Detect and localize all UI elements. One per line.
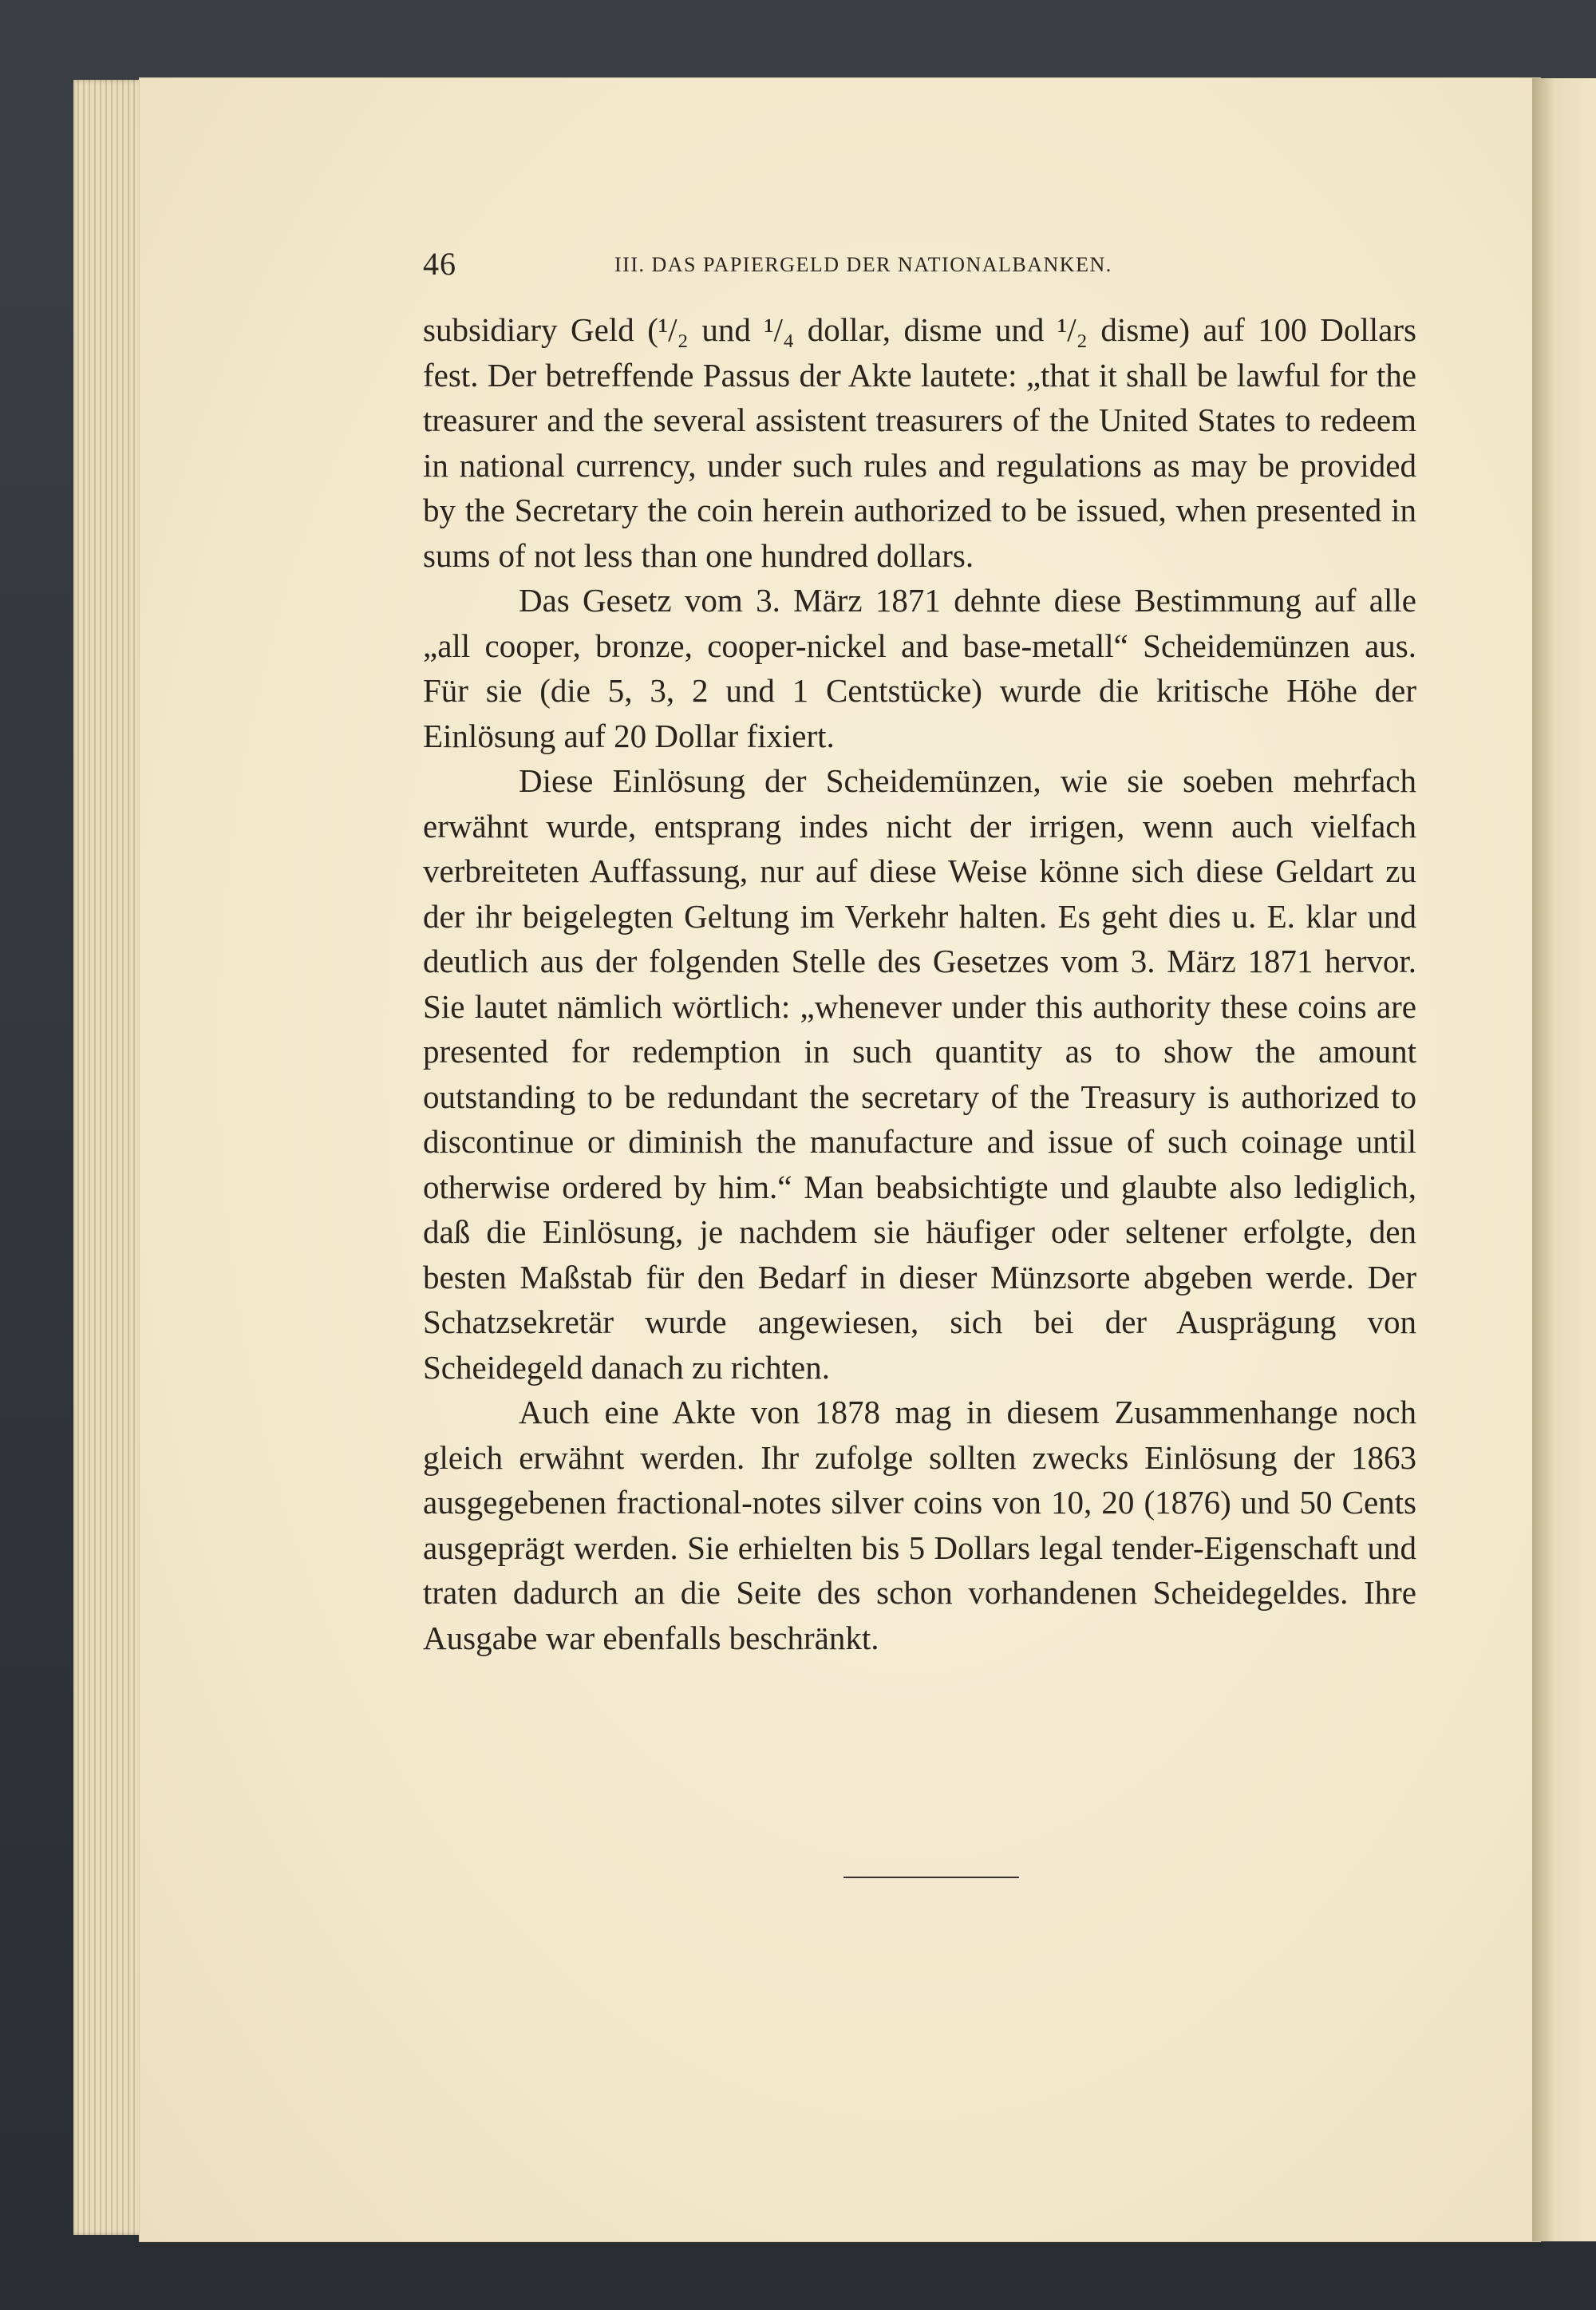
body-text: [423, 307, 1416, 1660]
section-end-rule: [843, 1877, 1019, 1878]
paragraph-continued: subsidiary Geld (¹/₂ und ¹/₄ dollar, disme und ¹/₂ disme) auf 100 Dollars fest. Der betreffende Passus der Akte lautete: „that it shall be lawful for the treasurer and the several assistent treasurers of the United States to redeem in national currency, under such rules and regulations as may be provided by the Secretary the coin herein authorized to be issued, when presented in sums of not less than one hundred dollars.: [423, 311, 1416, 574]
page-number: 46: [423, 246, 456, 282]
running-title: III. DAS PAPIERGELD DER NATIONALBANKEN.: [614, 253, 1112, 276]
paragraph: Das Gesetz vom 3. März 1871 dehnte diese Bestimmung auf alle „all cooper, bronze, cooper-nickel and base-metall“ Scheidemünzen aus. Für sie (die 5, 3, 2 und 1 Centstücke) wurde die kritische Höhe der Einlösung auf 20 Dollar fixiert.: [423, 582, 1416, 754]
running-head: [423, 245, 1221, 283]
paragraph: Diese Einlösung der Scheidemünzen, wie sie soeben mehrfach erwähnt wurde, entsprang indes nicht der irrigen, wenn auch vielfach verbreiteten Auffassung, nur auf diese Weise könne sich diese Geldart zu der ihr beigelegten Geltung im Verkehr halten. Es geht dies u. E. klar und deutlich aus der folgenden Stelle des Gesetzes vom 3. März 1871 hervor. Sie lautet nämlich wörtlich: „whenever under this authority these coins are presented for redemption in such quantity as to show the amount outstanding to be redundant the secretary of the Treasury is authorized to discontinue or diminish the manufacture and issue of such coinage until otherwise ordered by him.“ Man beabsichtigte und glaubte also lediglich, daß die Einlösung, je nachdem sie häufiger oder seltener erfolgte, den besten Maßstab für den Bedarf in dieser Münzsorte abgeben werde. Der Schatzsekretär wurde angewiesen, sich bei der Ausprägung von Scheidegeld danach zu richten.: [423, 762, 1416, 1386]
book-gutter: [1532, 78, 1596, 2241]
paragraph: Auch eine Akte von 1878 mag in diesem Zusammenhange noch gleich erwähnt werden. Ihr zufolge sollten zwecks Einlösung der 1863 ausgegebenen fractional-notes silver coins von 10, 20 (1876) und 50 Cents ausgeprägt werden. Sie erhielten bis 5 Dollars legal tender-Eigenschaft und traten dadurch an die Seite des schon vorhandenen Scheidegeldes. Ihre Ausgabe war ebenfalls beschränkt.: [423, 1394, 1416, 1656]
